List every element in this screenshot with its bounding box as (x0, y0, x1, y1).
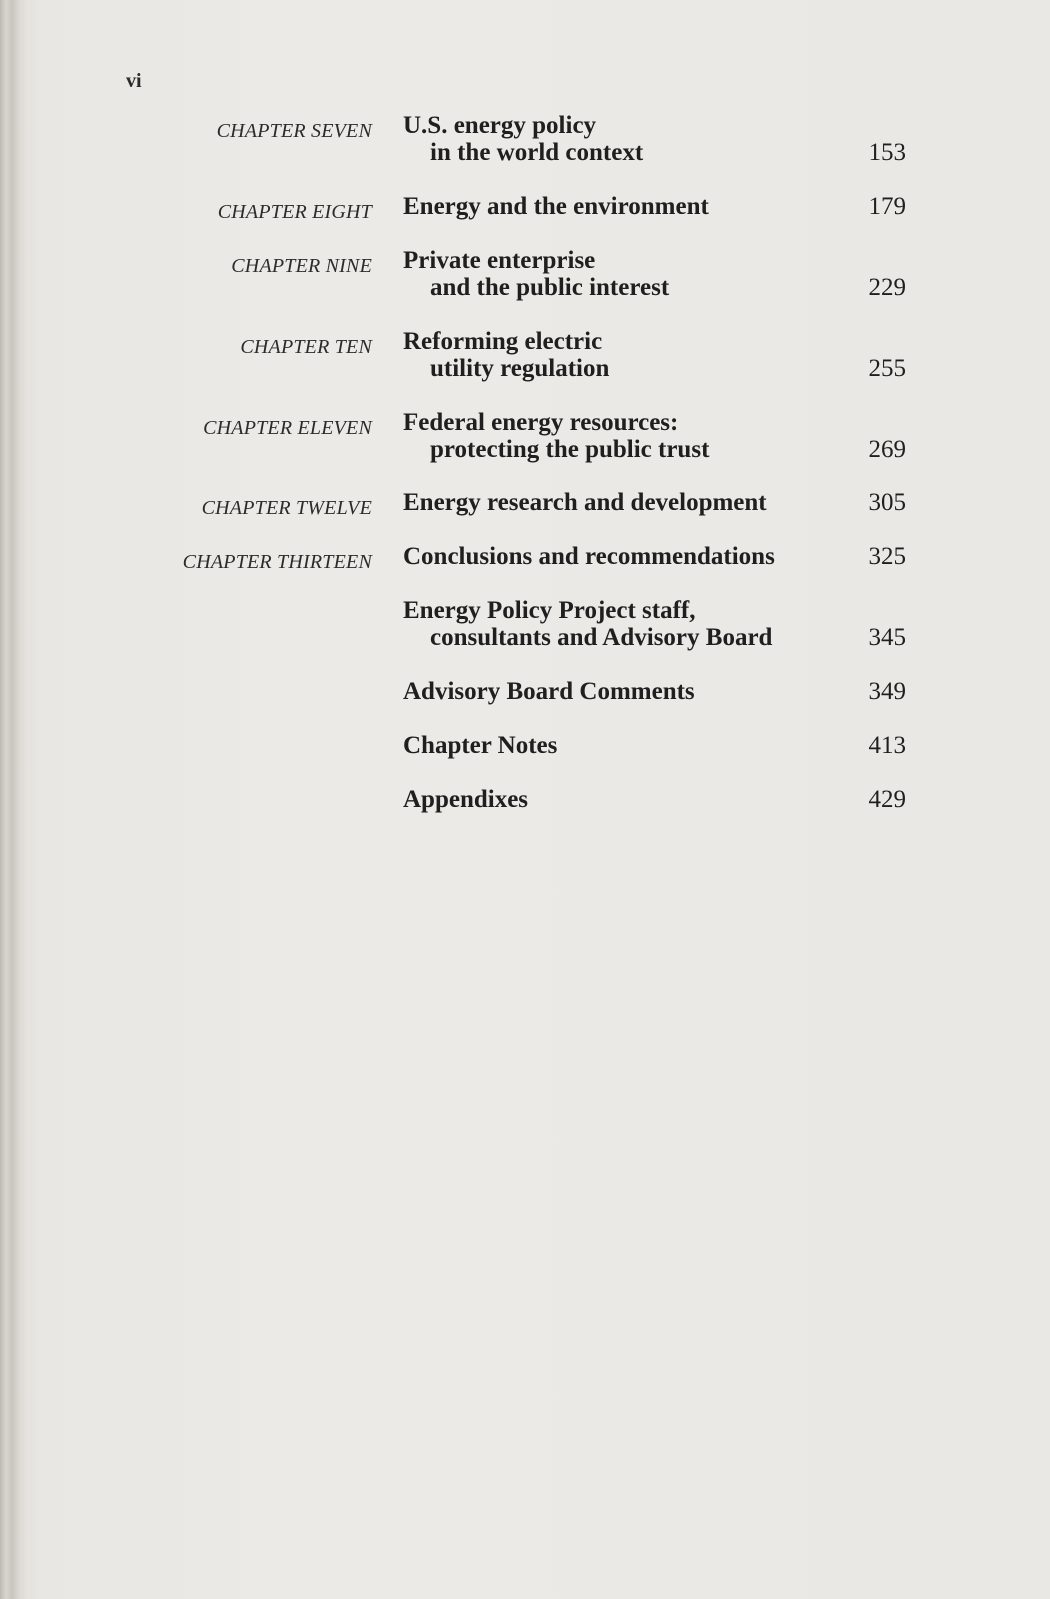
section-title (403, 732, 557, 759)
chapter-title (403, 193, 709, 220)
page-ref: 305 (868, 489, 906, 516)
chapter-title-line1: Energy and the environment (403, 193, 709, 220)
chapter-title (403, 409, 709, 463)
section-title-line1: Advisory Board Comments (403, 678, 695, 705)
chapter-title-line2: and the public interest (430, 274, 670, 301)
chapter-title-line1: Energy research and development (403, 489, 767, 516)
section-title-line1: Appendixes (403, 786, 529, 813)
chapter-label: CHAPTER NINE (231, 255, 372, 277)
chapter-title-line2: in the world context (430, 139, 644, 166)
chapter-title (403, 247, 669, 301)
page-ref: 269 (868, 436, 906, 463)
page-ref: 153 (868, 139, 906, 166)
page-spine-edge (0, 0, 30, 1599)
section-title (403, 678, 695, 705)
section-title (403, 597, 772, 651)
chapter-title (403, 543, 775, 570)
section-title-line1: Chapter Notes (403, 732, 558, 759)
chapter-label: CHAPTER EIGHT (217, 201, 372, 223)
chapter-title-line1: U.S. energy policy (403, 112, 597, 139)
page-number: vi (126, 70, 142, 92)
page-ref: 229 (868, 274, 906, 301)
chapter-title-line2: utility regulation (430, 355, 610, 382)
page-ref: 349 (868, 678, 906, 705)
chapter-label: CHAPTER SEVEN (216, 120, 372, 142)
chapter-label: CHAPTER THIRTEEN (182, 551, 372, 573)
chapter-label: CHAPTER TWELVE (201, 497, 372, 519)
page-ref: 413 (868, 732, 906, 759)
section-title-line2: consultants and Advisory Board (430, 624, 773, 651)
chapter-title (403, 328, 609, 382)
page-ref: 255 (868, 355, 906, 382)
section-title (403, 786, 528, 813)
page-ref: 345 (868, 624, 906, 651)
chapter-label: CHAPTER TEN (240, 336, 372, 358)
chapter-title (403, 489, 767, 516)
chapter-title-line1: Private enterprise (403, 247, 596, 274)
chapter-title-line1: Reforming electric (403, 328, 603, 355)
chapter-label: CHAPTER ELEVEN (203, 417, 372, 439)
chapter-title-line1: Federal energy resources: (403, 409, 679, 436)
page-ref: 325 (868, 543, 906, 570)
page-ref: 179 (868, 193, 906, 220)
chapter-title-line1: Conclusions and recommendations (403, 543, 775, 570)
page-ref: 429 (868, 786, 906, 813)
chapter-title (403, 112, 643, 166)
chapter-title-line2: protecting the public trust (430, 436, 710, 463)
section-title-line1: Energy Policy Project staff, (403, 597, 696, 624)
